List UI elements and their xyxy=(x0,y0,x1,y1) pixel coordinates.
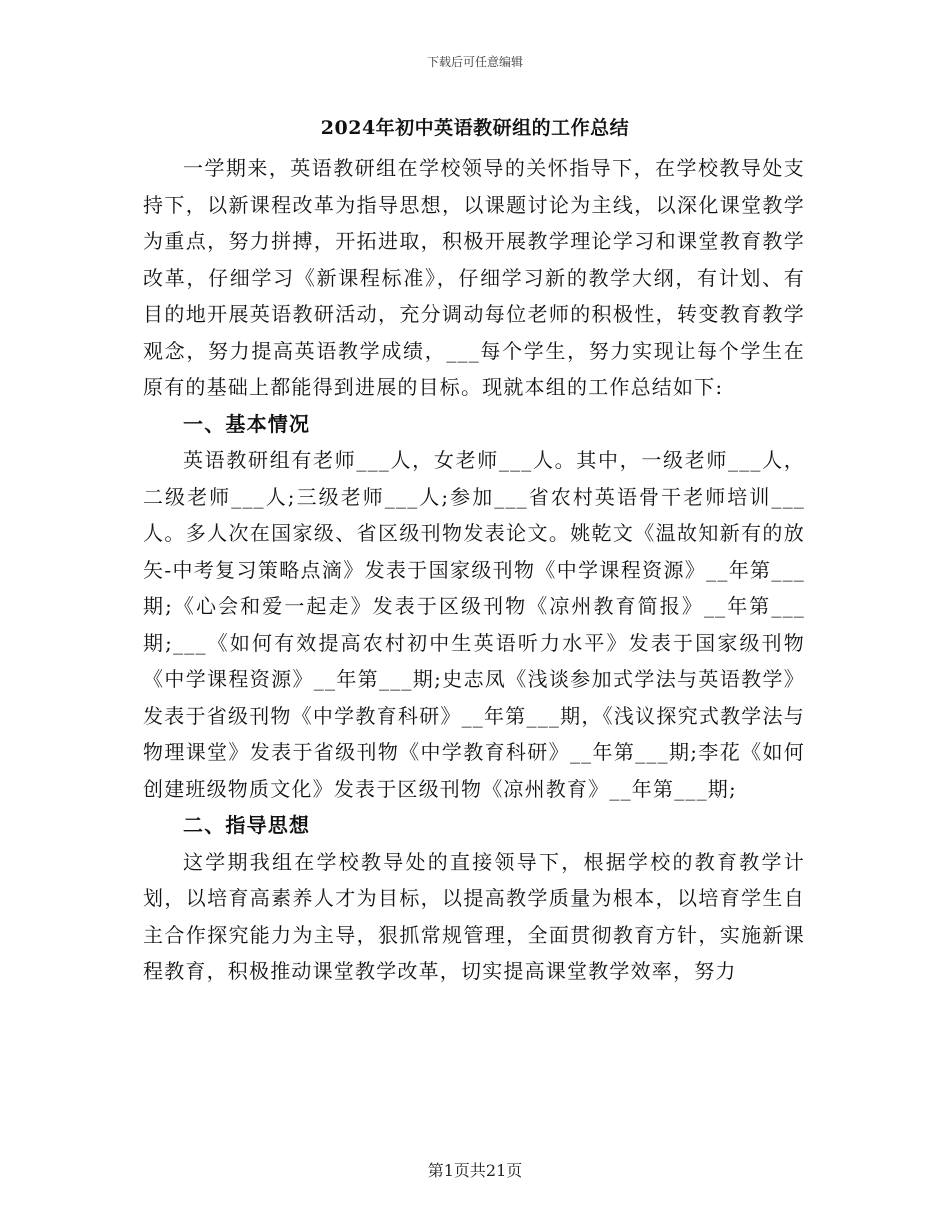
header-note: 下载后可任意编辑 xyxy=(426,55,523,69)
document-title: 2024年初中英语教研组的工作总结 xyxy=(320,117,630,139)
guiding-ideology-paragraph: 这学期我组在学校教导处的直接领导下，根据学校的教育教学计划，以培育高素养人才为目标，以提高教学质量为根本，以培育学生自主合作探究能力为主导，狠抓常规管理，全面贯彻教育方针，实施新课程教育，积极推动课堂教学改革，切实提高课堂教学效率，努力 xyxy=(143,849,805,983)
intro-paragraph: 一学期来，英语教研组在学校领导的关怀指导下，在学校教导处支持下，以新课程改革为指导思想，以课题讨论为主线，以深化课堂教学为重点，努力拼搏，开拓进取，积极开展教学理论学习和课堂教育教学改革，仔细学习《新课程标准》，仔细学习新的教学大纲，有计划、有目的地开展英语教研活动，充分调动每位老师的积极性，转变教育教学观念，努力提高英语教学成绩，___每个学生，努力实现让每个学生在原有的基础上都能得到进展的目标。现就本组的工作总结如下: xyxy=(143,156,805,399)
document-body xyxy=(143,150,805,990)
page-footer: 第1页共21页 xyxy=(427,1161,523,1180)
basic-situation-paragraph: 英语教研组有老师___人，女老师___人。其中，一级老师___人，二级老师___人;三级老师___人;参加___省农村英语骨干老师培训___人。多人次在国家级、省区级刊物发表论文。姚乾文《温故知新有的放矢-中考复习策略点滴》发表于国家级刊物《中学课程资源》__年第___期;《心会和爱一起走》发表于区级刊物《凉州教育简报》__年第___期;___《如何有效提高农村初中生英语听力水平》发表于国家级刊物《中学课程资源》__年第___期;史志凤《浅谈参加式学法与英语教学》发表于省级刊物《中学教育科研》__年第___期，《浅议探究式教学法与物理课堂》发表于省级刊物《中学教育科研》__年第___期;李花《如何创建班级物质文化》发表于区级刊物《凉州教育》__年第___期; xyxy=(143,448,805,801)
section-heading-guiding-ideology: 二、指导思想 xyxy=(183,813,311,837)
section-heading-basic-situation: 一、基本情况 xyxy=(183,411,311,436)
